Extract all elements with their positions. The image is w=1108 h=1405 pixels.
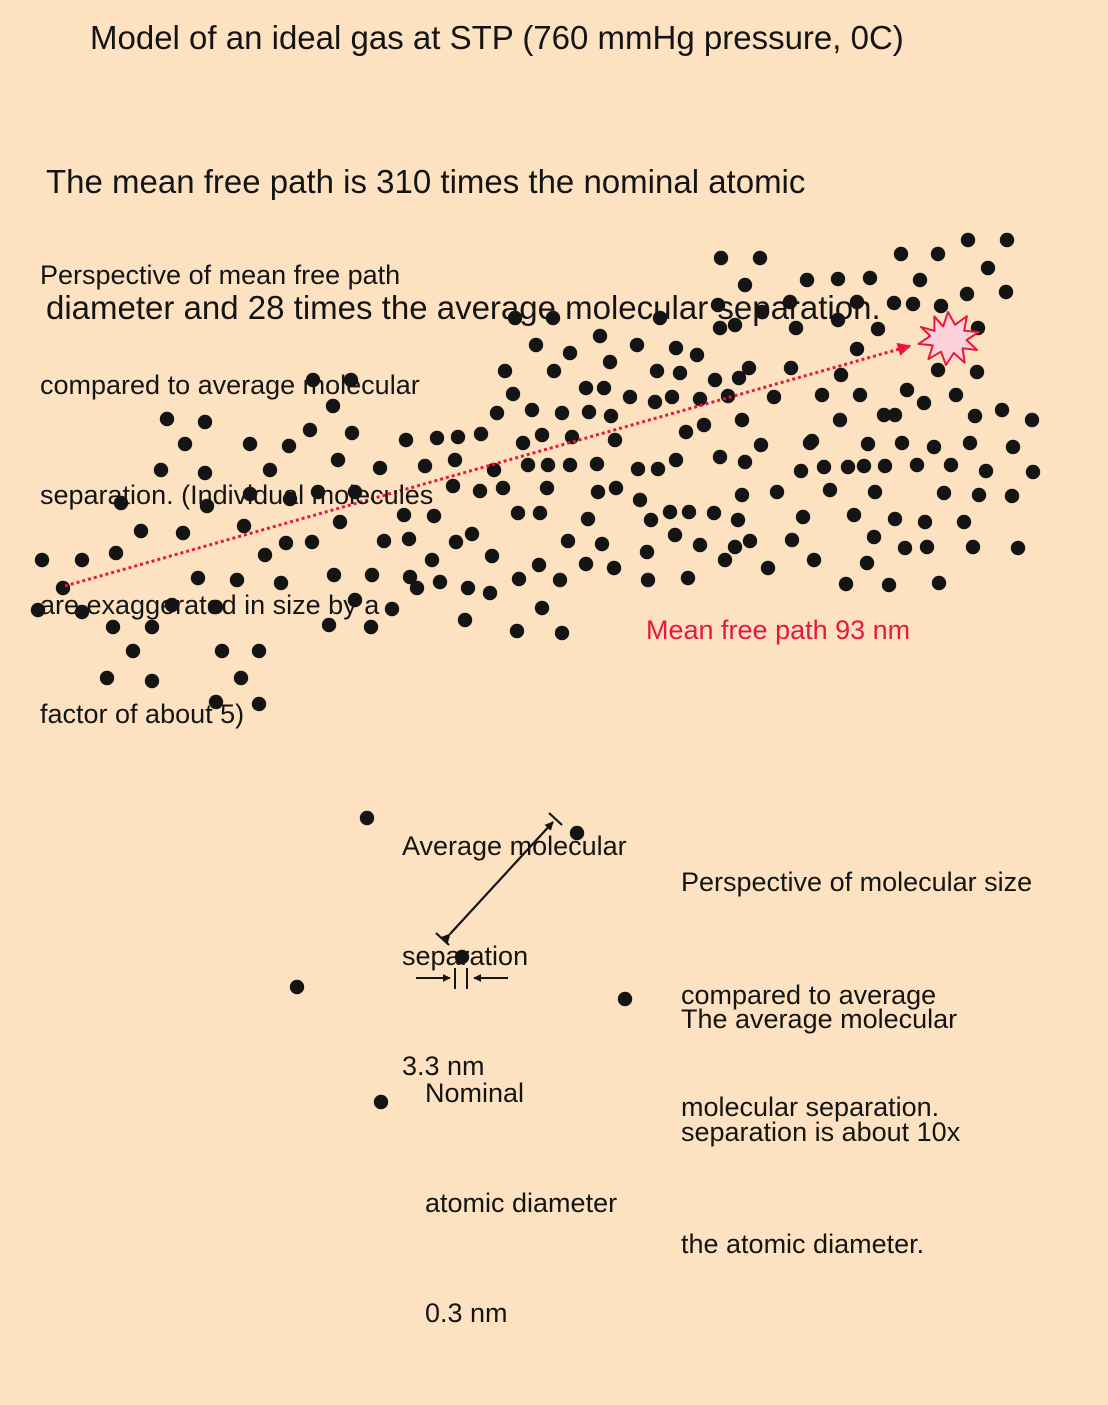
molecule-dot bbox=[754, 438, 768, 452]
molecule-dot bbox=[451, 430, 465, 444]
molecule-dot bbox=[633, 493, 647, 507]
molecule-dot bbox=[934, 299, 948, 313]
molecule-dot bbox=[707, 506, 721, 520]
molecule-dot bbox=[446, 479, 460, 493]
molecule-dot bbox=[561, 534, 575, 548]
perspective-note bbox=[40, 184, 433, 806]
ratio-note-line: separation is about 10x bbox=[681, 1116, 961, 1147]
molecule-dot bbox=[591, 485, 605, 499]
molecule-dot bbox=[785, 533, 799, 547]
molecule-dot bbox=[1011, 541, 1025, 555]
molecule-dot bbox=[590, 457, 604, 471]
molecule-dot bbox=[900, 383, 914, 397]
molecule-dot bbox=[532, 558, 546, 572]
molecule-dot bbox=[847, 508, 861, 522]
molecule-dot bbox=[607, 561, 621, 575]
molecule-dot bbox=[931, 247, 945, 261]
molecule-dot bbox=[581, 512, 595, 526]
molecule-dot bbox=[1025, 413, 1039, 427]
molecule-dot bbox=[485, 549, 499, 563]
molecule-dot bbox=[461, 581, 475, 595]
molecule-dot bbox=[1026, 465, 1040, 479]
molecule-dot bbox=[857, 459, 871, 473]
molecule-dot bbox=[963, 436, 977, 450]
molecule-dot bbox=[697, 418, 711, 432]
molecule-dot bbox=[535, 601, 549, 615]
molecule-dot bbox=[483, 586, 497, 600]
molecule-dot bbox=[663, 505, 677, 519]
molecule-dot bbox=[823, 483, 837, 497]
molecule-dot bbox=[918, 515, 932, 529]
diameter-label-line: 0.3 nm bbox=[425, 1297, 508, 1328]
molecule-dot bbox=[682, 505, 696, 519]
molecule-dot bbox=[579, 557, 593, 571]
molecule-dot bbox=[979, 464, 993, 478]
molecule-dot bbox=[887, 296, 901, 310]
diagram-title: Model of an ideal gas at STP (760 mmHg pressure, 0C) bbox=[90, 19, 904, 56]
molecule-dot bbox=[761, 561, 775, 575]
note-line: are exaggerated in size by a bbox=[40, 589, 380, 620]
isolated-molecule-dot bbox=[290, 980, 304, 994]
molecule-dot bbox=[895, 436, 909, 450]
molecule-dot bbox=[641, 573, 655, 587]
ratio-note-line: the atomic diameter. bbox=[681, 1229, 925, 1259]
molecule-dot bbox=[970, 365, 984, 379]
molecule-dot bbox=[563, 458, 577, 472]
molecule-dot bbox=[999, 285, 1013, 299]
molecule-dot bbox=[731, 513, 745, 527]
collision-burst-icon bbox=[919, 312, 979, 365]
molecule-dot bbox=[906, 297, 920, 311]
ratio-note-line: The average molecular bbox=[681, 1004, 958, 1034]
molecule-dot bbox=[868, 485, 882, 499]
molecule-dot bbox=[718, 553, 732, 567]
size-note-line: Perspective of molecular size bbox=[681, 867, 1033, 897]
separation-label-line: 3.3 nm bbox=[402, 1050, 485, 1081]
molecule-dot bbox=[631, 462, 645, 476]
molecule-dot bbox=[1000, 233, 1014, 247]
molecule-dot bbox=[728, 540, 742, 554]
separation-label-line: separation bbox=[402, 940, 529, 971]
isolated-molecule-dot bbox=[360, 811, 374, 825]
molecule-dot bbox=[473, 484, 487, 498]
molecule-dot bbox=[713, 450, 727, 464]
molecule-dot bbox=[860, 556, 874, 570]
diameter-label-line: Nominal bbox=[425, 1078, 525, 1109]
molecule-dot bbox=[817, 460, 831, 474]
molecule-dot bbox=[609, 481, 623, 495]
note-line: compared to average molecular bbox=[40, 369, 420, 400]
molecule-dot bbox=[640, 545, 654, 559]
isolated-molecule-dot bbox=[374, 1095, 388, 1109]
molecule-dot bbox=[841, 460, 855, 474]
molecule-dot bbox=[458, 613, 472, 627]
mean-free-path-label: Mean free path 93 nm bbox=[646, 615, 911, 645]
molecule-dot bbox=[894, 247, 908, 261]
molecule-dot bbox=[679, 425, 693, 439]
summary-line: The mean free path is 310 times the nominal atomic bbox=[46, 163, 806, 200]
molecule-dot bbox=[540, 481, 554, 495]
separation-label-line: Average molecular bbox=[402, 831, 627, 862]
molecule-dot bbox=[535, 428, 549, 442]
molecule-dot bbox=[920, 540, 934, 554]
molecule-dot bbox=[651, 462, 665, 476]
note-line: factor of about 5) bbox=[40, 699, 245, 730]
molecule-dot bbox=[898, 541, 912, 555]
molecule-dot bbox=[608, 433, 622, 447]
molecule-dot bbox=[861, 437, 875, 451]
molecule-dot bbox=[995, 403, 1009, 417]
molecule-dot bbox=[735, 488, 749, 502]
molecule-dot bbox=[449, 535, 463, 549]
molecule-dot bbox=[839, 577, 853, 591]
molecule-dot bbox=[927, 440, 941, 454]
molecule-dot bbox=[644, 513, 658, 527]
atomic-diameter-label bbox=[425, 1002, 617, 1405]
molecule-dot bbox=[595, 537, 609, 551]
molecule-dot bbox=[1006, 440, 1020, 454]
molecule-dot bbox=[669, 453, 683, 467]
molecule-dot bbox=[693, 538, 707, 552]
molecule-dot bbox=[465, 527, 479, 541]
molecule-dot bbox=[957, 515, 971, 529]
molecule-dot bbox=[882, 578, 896, 592]
molecule-dot bbox=[511, 506, 525, 520]
molecule-dot bbox=[931, 363, 945, 377]
molecule-dot bbox=[770, 485, 784, 499]
molecule-dot bbox=[981, 261, 995, 275]
molecule-dot bbox=[433, 575, 447, 589]
molecule-dot bbox=[917, 396, 931, 410]
molecule-dot bbox=[913, 273, 927, 287]
molecule-dot bbox=[510, 624, 524, 638]
molecule-dot bbox=[888, 408, 902, 422]
note-line: separation. (Individual molecules bbox=[40, 479, 434, 510]
molecule-dot bbox=[961, 233, 975, 247]
molecule-dot bbox=[541, 458, 555, 472]
molecule-dot bbox=[681, 571, 695, 585]
molecule-dot bbox=[555, 626, 569, 640]
molecule-dot bbox=[972, 488, 986, 502]
molecule-dot bbox=[944, 458, 958, 472]
molecule-dot bbox=[803, 436, 817, 450]
molecule-dot bbox=[668, 528, 682, 542]
molecule-dot bbox=[966, 540, 980, 554]
separation-ratio-note bbox=[681, 926, 960, 1339]
summary-line: diameter and 28 times the average molecular separation. bbox=[46, 289, 881, 326]
molecule-dot bbox=[512, 572, 526, 586]
molecule-dot bbox=[533, 506, 547, 520]
molecule-dot bbox=[516, 436, 530, 450]
molecule-dot bbox=[735, 413, 749, 427]
molecule-dot bbox=[553, 573, 567, 587]
molecule-dot bbox=[448, 453, 462, 467]
size-note-line: compared to average bbox=[681, 979, 937, 1010]
molecule-dot bbox=[878, 459, 892, 473]
molecule-dot bbox=[521, 458, 535, 472]
molecule-dot bbox=[833, 413, 847, 427]
molecule-dot bbox=[932, 576, 946, 590]
molecule-dot bbox=[796, 510, 810, 524]
molecule-dot bbox=[743, 534, 757, 548]
molecule-dot bbox=[794, 464, 808, 478]
molecule-dot bbox=[738, 455, 752, 469]
note-line: Perspective of mean free path bbox=[40, 260, 401, 291]
molecule-dot bbox=[888, 512, 902, 526]
molecule-dot bbox=[937, 486, 951, 500]
molecule-dot bbox=[910, 458, 924, 472]
molecule-dot bbox=[474, 427, 488, 441]
molecule-dot bbox=[807, 553, 821, 567]
molecule-dot bbox=[968, 409, 982, 423]
diameter-label-line: atomic diameter bbox=[425, 1187, 618, 1218]
molecule-dot bbox=[867, 530, 881, 544]
molecule-dot bbox=[949, 388, 963, 402]
molecule-dot bbox=[1005, 489, 1019, 503]
molecule-dot bbox=[960, 287, 974, 301]
molecule-dot bbox=[496, 481, 510, 495]
size-note-line: molecular separation. bbox=[681, 1092, 940, 1122]
